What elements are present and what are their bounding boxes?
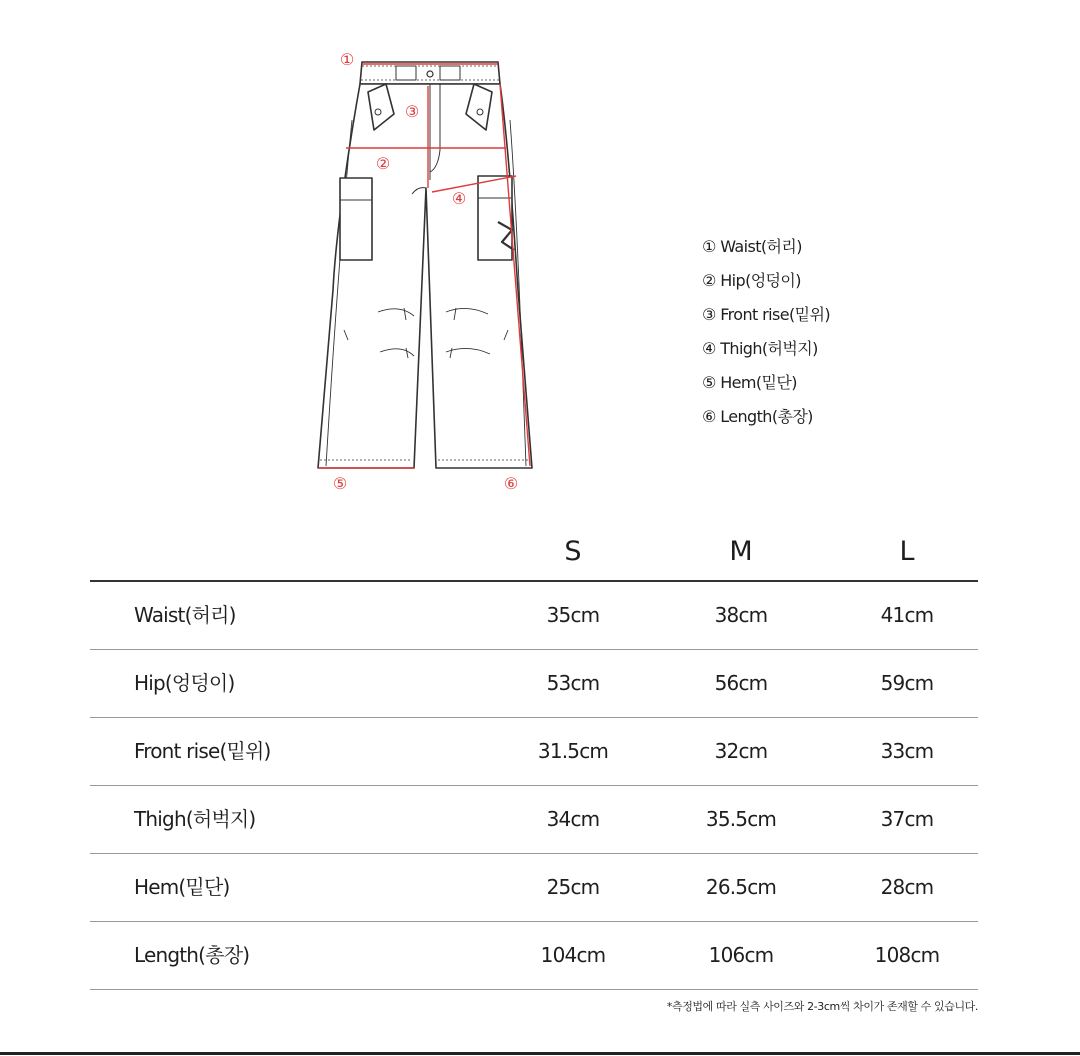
table-row-hip <box>90 650 978 718</box>
table-row-length <box>90 922 978 990</box>
legend-item-waist: ① Waist(허리) <box>702 237 802 256</box>
value-s: 53cm <box>546 671 600 695</box>
legend-item-hem: ⑤ Hem(밑단) <box>702 373 797 392</box>
marker-6: ⑥ <box>503 474 519 493</box>
value-s: 104cm <box>540 943 606 967</box>
pants-diagram <box>0 0 1080 520</box>
row-label: Thigh(허벅지) <box>134 807 256 831</box>
legend-item-hip: ② Hip(엉덩이) <box>702 271 801 290</box>
marker-4: ④ <box>451 189 467 208</box>
legend-item-front-rise: ③ Front rise(밑위) <box>702 305 830 324</box>
value-l: 28cm <box>880 875 934 899</box>
table-row-waist <box>90 582 978 650</box>
row-label: Hem(밑단) <box>134 875 230 899</box>
table-row-thigh <box>90 786 978 854</box>
value-m: 26.5cm <box>705 875 777 899</box>
size-table-header <box>90 528 978 582</box>
value-m: 56cm <box>714 671 768 695</box>
row-label: Waist(허리) <box>134 603 236 627</box>
value-s: 35cm <box>546 603 600 627</box>
column-header-s: S <box>564 536 582 567</box>
value-l: 59cm <box>880 671 934 695</box>
marker-1: ① <box>339 50 355 69</box>
value-s: 31.5cm <box>537 739 609 763</box>
value-s: 34cm <box>546 807 600 831</box>
measurement-footnote: *측정법에 따라 실측 사이즈와 2-3cm씩 차이가 존재할 수 있습니다. <box>666 1000 978 1013</box>
size-table <box>90 528 978 990</box>
measurement-legend <box>702 236 830 440</box>
row-label: Hip(엉덩이) <box>134 671 235 695</box>
legend-item-length: ⑥ Length(총장) <box>702 407 813 426</box>
value-m: 32cm <box>714 739 768 763</box>
value-s: 25cm <box>546 875 600 899</box>
column-header-m: M <box>729 536 753 567</box>
value-m: 35.5cm <box>705 807 777 831</box>
table-row-hem <box>90 854 978 922</box>
value-m: 106cm <box>708 943 774 967</box>
column-header-l: L <box>899 536 915 567</box>
waistband <box>360 62 500 84</box>
table-row-front-rise <box>90 718 978 786</box>
value-l: 41cm <box>880 603 934 627</box>
marker-2: ② <box>375 154 391 173</box>
value-l: 108cm <box>874 943 940 967</box>
row-label: Front rise(밑위) <box>134 739 271 763</box>
bottom-divider <box>0 1052 1080 1055</box>
value-l: 33cm <box>880 739 934 763</box>
row-label: Length(총장) <box>134 943 250 967</box>
marker-5: ⑤ <box>332 474 348 493</box>
legend-item-thigh: ④ Thigh(허벅지) <box>702 339 818 358</box>
value-l: 37cm <box>880 807 934 831</box>
marker-3: ③ <box>404 102 420 121</box>
value-m: 38cm <box>714 603 768 627</box>
